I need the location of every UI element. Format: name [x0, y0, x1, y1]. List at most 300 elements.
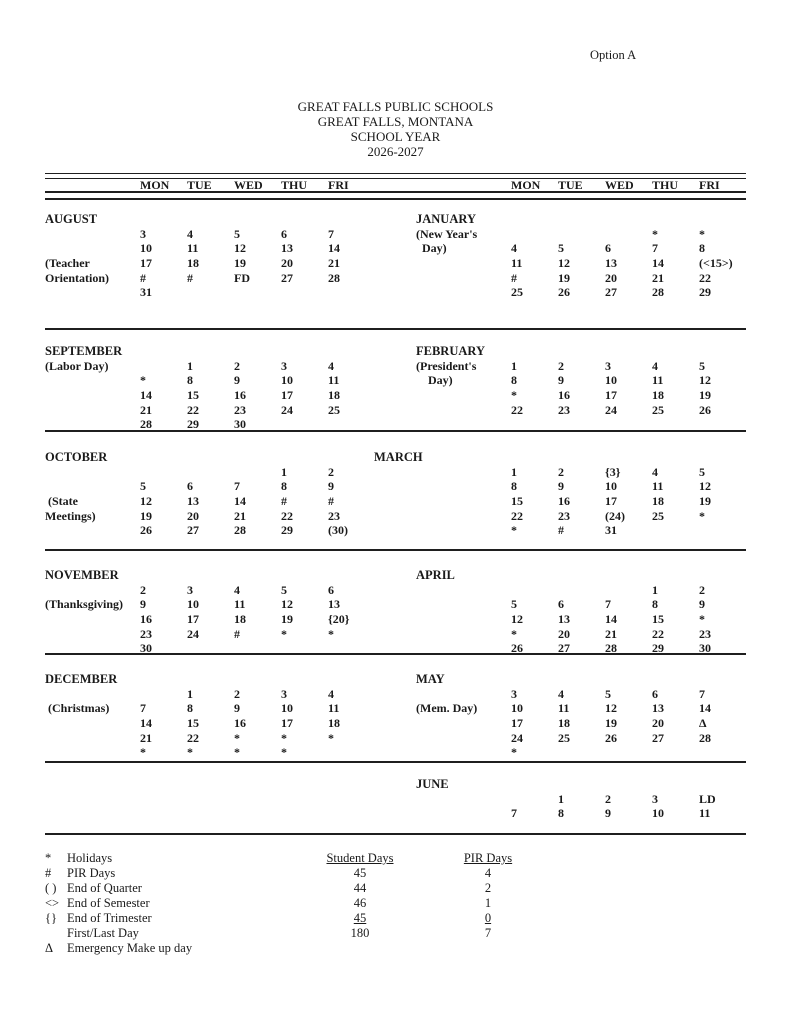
calendar-week-row [416, 388, 746, 403]
day-cell [652, 523, 699, 538]
calendar-week-row [45, 612, 375, 627]
day-cell: 28 [699, 730, 711, 745]
day-cell [281, 417, 328, 432]
calendar-week-row [416, 241, 746, 256]
day-cell [328, 285, 375, 300]
month-block [45, 551, 746, 655]
legend-symbol [45, 926, 67, 941]
month-note: (Mem. Day) [416, 701, 478, 716]
day-cell: 11 [328, 701, 340, 716]
day-cell [558, 227, 605, 242]
calendar-week-row [416, 417, 746, 432]
legend-label: Emergency Make up day [67, 941, 193, 955]
day-cell: 17 [511, 716, 523, 731]
day-cell: (30) [328, 523, 348, 538]
day-cell: 30 [234, 417, 246, 432]
day-cell: 19 [140, 508, 152, 523]
day-cell [652, 417, 699, 432]
day-cell: 6 [605, 241, 611, 256]
day-cell: * [281, 626, 287, 641]
day-cell: 11 [699, 806, 711, 821]
month-note [416, 731, 511, 746]
day-cell: 16 [234, 388, 246, 403]
day-cell: * [652, 226, 658, 241]
day-cell: 2 [605, 791, 611, 806]
school-year-label: SCHOOL YEAR [350, 129, 441, 144]
legend-symbol: # [45, 866, 52, 880]
day-cell: 26 [140, 523, 152, 538]
day-cell: 1 [281, 464, 287, 479]
day-cell: * [140, 745, 146, 760]
day-cell [187, 465, 234, 480]
weekday-header-group-right [416, 179, 746, 191]
day-cell: 13 [281, 241, 293, 256]
legend-label: PIR Days [67, 866, 116, 880]
day-cell: * [699, 508, 705, 523]
weekday-header: MON [511, 178, 541, 192]
month-note [416, 627, 511, 642]
day-cell [281, 641, 328, 656]
weekday-header: THU [652, 178, 679, 192]
day-cell: * [699, 612, 705, 627]
month-note: (State [45, 494, 78, 509]
day-cell: 18 [652, 388, 664, 403]
month-note [416, 388, 511, 403]
day-cell: 27 [652, 730, 664, 745]
month-note [45, 227, 140, 242]
day-cell: 9 [328, 479, 334, 494]
day-cell: * [281, 745, 287, 760]
day-cell: 10 [281, 373, 293, 388]
day-cell: 25 [558, 730, 570, 745]
legend-column-gap [420, 896, 440, 911]
calendar-week-row [45, 701, 375, 716]
day-cell: 24 [511, 730, 523, 745]
day-cell: 8 [652, 597, 658, 612]
month-note [416, 583, 511, 598]
day-cell: # [234, 626, 240, 641]
day-cell: 7 [234, 479, 240, 494]
legend-column-gap [420, 851, 440, 866]
day-cell: 22 [187, 402, 199, 417]
month-note [416, 716, 511, 731]
day-cell: 18 [328, 388, 340, 403]
day-cell: 2 [699, 582, 705, 597]
month-note [45, 612, 140, 627]
calendar-week-row [416, 256, 746, 271]
pir-days-value [440, 911, 536, 926]
day-cell: 14 [140, 388, 152, 403]
day-cell: 25 [652, 508, 664, 523]
pir-days-value: 4 [484, 866, 492, 880]
month-note: Day) [416, 373, 453, 388]
day-cell: 12 [140, 494, 152, 509]
day-cell: 6 [281, 226, 287, 241]
weekday-header: WED [605, 178, 634, 192]
day-cell [511, 417, 558, 432]
legend-symbol: {} [45, 911, 57, 925]
day-cell: 8 [187, 373, 193, 388]
day-cell: # [187, 270, 193, 285]
month-name-row [45, 344, 375, 359]
day-cell: 9 [699, 597, 705, 612]
student-days-value: 46 [353, 896, 367, 910]
month-note [45, 285, 140, 300]
month-half-left [45, 344, 375, 430]
day-cell [699, 417, 746, 432]
calendar-week-row [416, 792, 746, 807]
weekday-header-row [45, 179, 746, 191]
month-name: FEBRUARY [416, 344, 486, 358]
day-cell: 17 [281, 716, 293, 731]
day-cell: Δ [699, 716, 707, 731]
month-name-row [374, 450, 746, 465]
day-cell: 23 [558, 508, 570, 523]
month-name-row [416, 777, 746, 792]
day-cell: 26 [558, 285, 570, 300]
month-note [416, 792, 511, 807]
calendar-week-row [45, 388, 375, 403]
month-note [45, 731, 140, 746]
day-cell: 7 [328, 226, 334, 241]
weekday-header: THU [281, 178, 308, 192]
day-cell [328, 745, 375, 760]
legend-symbol: ( ) [45, 881, 57, 895]
day-cell: 6 [187, 479, 193, 494]
day-cell: 11 [187, 241, 199, 256]
pir-days-value: 7 [484, 926, 492, 940]
day-cell: 18 [328, 716, 340, 731]
day-cell: FD [234, 270, 250, 285]
legend-row [45, 896, 791, 911]
month-block [45, 432, 746, 551]
day-cell: 1 [187, 358, 193, 373]
day-cell: 23 [140, 626, 152, 641]
header-bottom-rule [45, 191, 746, 200]
day-cell [234, 285, 281, 300]
day-cell: 4 [652, 358, 658, 373]
month-half-right [416, 777, 746, 833]
day-cell: 19 [281, 612, 293, 627]
student-days-header [300, 851, 420, 866]
month-note [416, 417, 511, 432]
weekday-header: TUE [558, 178, 583, 192]
day-cell: 29 [699, 285, 711, 300]
day-cell: * [511, 745, 517, 760]
day-cell [511, 583, 558, 598]
calendar-week-row [416, 465, 746, 480]
calendar-week-row [416, 373, 746, 388]
legend [45, 851, 791, 956]
day-cell: 17 [605, 494, 617, 509]
day-cell: 10 [140, 241, 152, 256]
legend-label: End of Trimester [67, 911, 152, 925]
calendar-week-row [416, 597, 746, 612]
day-cell: 2 [234, 686, 240, 701]
legend-row [45, 881, 791, 896]
day-cell: * [140, 373, 146, 388]
day-cell: 28 [605, 641, 617, 656]
day-cell: 27 [605, 285, 617, 300]
month-name: SEPTEMBER [45, 344, 123, 358]
month-note [416, 403, 511, 418]
month-note [416, 509, 511, 524]
day-cell [558, 417, 605, 432]
day-cell: 7 [699, 686, 705, 701]
month-name: OCTOBER [45, 450, 108, 464]
underlined-text: Student Days [326, 851, 394, 865]
day-cell: 3 [511, 686, 517, 701]
day-cell: LD [699, 791, 716, 806]
month-note [45, 373, 140, 388]
day-cell: 12 [281, 597, 293, 612]
month-half-right [374, 450, 746, 549]
day-cell [328, 641, 375, 656]
month-note [416, 745, 511, 760]
district-location: GREAT FALLS, MONTANA [317, 114, 474, 129]
calendar-week-row [416, 403, 746, 418]
month-note [416, 271, 511, 286]
day-cell: 7 [652, 241, 658, 256]
day-cell: 23 [699, 626, 711, 641]
day-cell [140, 465, 187, 480]
day-cell: 20 [558, 626, 570, 641]
underlined-text: PIR Days [463, 851, 513, 865]
calendar-week-row [416, 806, 746, 821]
day-cell [511, 792, 558, 807]
day-cell: 15 [187, 716, 199, 731]
month-note [416, 612, 511, 627]
day-cell: # [281, 494, 287, 509]
legend-column-gap [420, 941, 440, 956]
calendar-week-row [45, 523, 375, 538]
day-cell: 5 [558, 241, 564, 256]
day-cell: 28 [234, 523, 246, 538]
student-days-value: 44 [353, 881, 367, 895]
calendar-week-row [416, 523, 746, 538]
day-cell: 5 [234, 226, 240, 241]
day-cell: 26 [605, 730, 617, 745]
day-cell: 21 [605, 626, 617, 641]
calendar-week-row [45, 687, 375, 702]
calendar-week-row [416, 745, 746, 760]
calendar-week-row [45, 241, 375, 256]
day-cell: {20} [328, 612, 350, 627]
day-cell: 4 [234, 582, 240, 597]
day-cell: 19 [234, 256, 246, 271]
month-name: JUNE [416, 777, 449, 791]
day-cell [652, 745, 699, 760]
day-cell: 28 [140, 417, 152, 432]
day-cell: 6 [558, 597, 564, 612]
day-cell: 30 [699, 641, 711, 656]
day-cell [605, 227, 652, 242]
day-cell: 13 [558, 612, 570, 627]
month-note [416, 465, 511, 480]
month-name-row [416, 568, 746, 583]
day-cell: 14 [140, 716, 152, 731]
school-year-range: 2026-2027 [367, 144, 424, 159]
day-cell: 18 [652, 494, 664, 509]
month-note [45, 417, 140, 432]
day-cell: # [140, 270, 146, 285]
student-days-value [300, 941, 420, 956]
day-cell: 7 [140, 701, 146, 716]
month-note [45, 627, 140, 642]
day-cell: (<15>) [699, 256, 733, 271]
day-cell: 21 [652, 270, 664, 285]
legend-column-gap [420, 881, 440, 896]
pir-days-value: 2 [484, 881, 492, 895]
day-cell: 14 [234, 494, 246, 509]
calendar-week-row [416, 612, 746, 627]
calendar-table [45, 173, 746, 835]
day-cell: 17 [187, 612, 199, 627]
calendar-week-row [45, 745, 375, 760]
day-cell: 10 [187, 597, 199, 612]
day-cell: 17 [605, 388, 617, 403]
calendar-week-row [45, 716, 375, 731]
day-cell: 11 [328, 373, 340, 388]
day-cell: 2 [328, 464, 334, 479]
day-cell: 3 [281, 358, 287, 373]
pir-days-value [440, 941, 536, 956]
calendar-week-row [416, 285, 746, 300]
day-cell: 1 [511, 358, 517, 373]
month-half-left [45, 672, 375, 761]
calendar-week-row [45, 373, 375, 388]
day-cell: 22 [699, 270, 711, 285]
day-cell: 12 [558, 256, 570, 271]
day-cell: 26 [699, 402, 711, 417]
day-cell: 17 [281, 388, 293, 403]
month-half-left [45, 568, 375, 656]
day-cell: 8 [511, 373, 517, 388]
option-label: Option A [590, 48, 637, 62]
day-cell: * [511, 388, 517, 403]
day-cell: 8 [187, 701, 193, 716]
day-cell: 6 [328, 582, 334, 597]
day-cell: 3 [140, 226, 146, 241]
day-cell: 4 [558, 686, 564, 701]
day-cell: 1 [652, 582, 658, 597]
legend-column-gap [420, 926, 440, 941]
document-title [0, 99, 791, 159]
legend-column-gap [420, 866, 440, 881]
day-cell: 18 [558, 716, 570, 731]
day-cell: 16 [558, 494, 570, 509]
day-cell: 11 [652, 479, 664, 494]
month-half-right [416, 344, 746, 430]
weekday-header-group-left [45, 179, 375, 191]
calendar-week-row [416, 641, 746, 656]
day-cell: 5 [699, 358, 705, 373]
month-name: DECEMBER [45, 672, 118, 686]
day-cell: 28 [652, 285, 664, 300]
month-note: (Christmas) [45, 701, 110, 716]
calendar-week-row [45, 227, 375, 242]
day-cell: 16 [558, 388, 570, 403]
month-note [45, 403, 140, 418]
day-cell: 22 [511, 402, 523, 417]
month-name: APRIL [416, 568, 455, 582]
day-cell: 10 [652, 806, 664, 821]
day-cell: 12 [699, 479, 711, 494]
month-name-row [416, 344, 746, 359]
day-cell: 10 [605, 373, 617, 388]
day-cell: 3 [652, 791, 658, 806]
day-cell: * [234, 730, 240, 745]
day-cell: 23 [234, 402, 246, 417]
day-cell: 3 [187, 582, 193, 597]
day-cell: * [511, 523, 517, 538]
day-cell: 8 [511, 479, 517, 494]
day-cell: 5 [699, 464, 705, 479]
month-note [45, 388, 140, 403]
calendar-week-row [45, 256, 375, 271]
day-cell [234, 465, 281, 480]
month-note [416, 687, 511, 702]
calendar-week-row [45, 494, 375, 509]
day-cell: * [511, 626, 517, 641]
calendar-week-row [416, 731, 746, 746]
day-cell [605, 745, 652, 760]
month-name-row [416, 672, 746, 687]
weekday-header-spacer [45, 179, 140, 191]
day-cell [558, 583, 605, 598]
day-cell: 19 [558, 270, 570, 285]
month-name: MAY [416, 672, 445, 686]
month-name: AUGUST [45, 212, 98, 226]
month-note: (Labor Day) [45, 358, 109, 373]
day-cell: * [699, 226, 705, 241]
day-cell [558, 745, 605, 760]
legend-row [45, 911, 791, 926]
day-cell: 9 [558, 479, 564, 494]
month-name-row [45, 212, 375, 227]
weekday-header-spacer [416, 179, 511, 191]
calendar-week-row [416, 227, 746, 242]
calendar-week-row [45, 627, 375, 642]
month-note [416, 479, 511, 494]
day-cell: 20 [605, 270, 617, 285]
day-cell: # [558, 523, 564, 538]
month-note: (New Year's [416, 226, 478, 241]
weekday-header: FRI [699, 178, 720, 192]
day-cell [187, 641, 234, 656]
calendar-week-row [416, 687, 746, 702]
day-cell: 23 [328, 508, 340, 523]
day-cell [605, 417, 652, 432]
day-cell: 17 [140, 256, 152, 271]
calendar-week-row [45, 641, 375, 656]
month-block [45, 330, 746, 432]
day-cell: 24 [187, 626, 199, 641]
day-cell: 6 [652, 686, 658, 701]
day-cell: 1 [511, 464, 517, 479]
day-cell: 9 [140, 597, 146, 612]
day-cell: * [234, 745, 240, 760]
day-cell: 21 [140, 730, 152, 745]
day-cell: 22 [281, 508, 293, 523]
day-cell: 22 [511, 508, 523, 523]
month-name-row [416, 212, 746, 227]
month-note [45, 583, 140, 598]
month-note: Meetings) [45, 508, 96, 523]
day-cell: 8 [281, 479, 287, 494]
day-cell: 13 [187, 494, 199, 509]
day-cell: 25 [328, 402, 340, 417]
